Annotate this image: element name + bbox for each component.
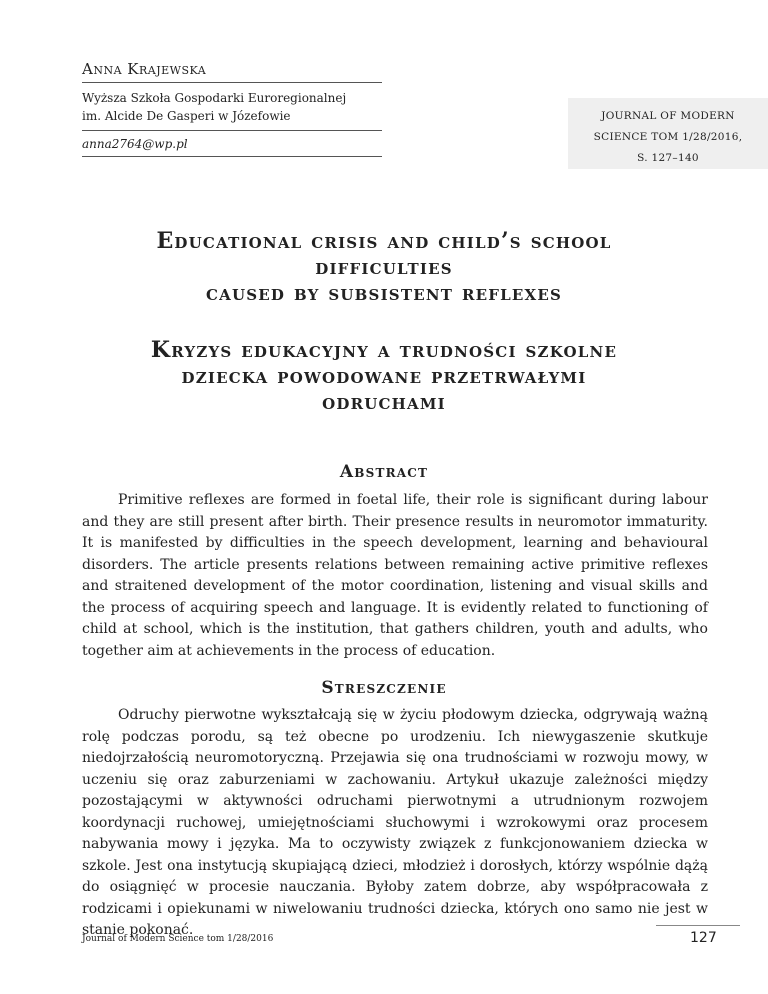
journal-line: JOURNAL OF MODERN	[601, 110, 735, 122]
streszczenie-heading: Streszczenie	[321, 678, 447, 698]
title-line: Kryzys edukacyjny a trudności szkolne	[150, 337, 618, 363]
affiliation-line: Wyższa Szkoła Gospodarki Euroregionalnej	[82, 91, 347, 105]
affiliation-line: im. Alcide De Gasperi w Józefowie	[82, 109, 291, 123]
title-polish	[60, 337, 708, 415]
journal-info-box	[568, 98, 768, 169]
journal-pages: S. 127–140	[637, 152, 699, 164]
footer-divider	[656, 925, 740, 926]
author-name: Anna Krajewska	[82, 60, 382, 83]
title-line: dziecka powodowane przetrwałymi	[181, 363, 587, 389]
abstract-text: Primitive reflexes are formed in foetal life, their role is significant during labour and they are still present after birth. Their presence results in neuromotor immaturity. It is manifested by difficulties in the speech development, learning and behavioural disorders. The article presents relations between remaining active primitive reflexes and straitened development of the motor coordination, listening and visual skills and the process of acquiring speech and language. It is evidently related to functioning of child at school, which is the institution, that gathers children, youth and adults, who together aim at achievements in the process of education.	[82, 492, 708, 659]
title-line: caused by subsistent reflexes	[205, 280, 562, 306]
title-line: difficulties	[315, 254, 453, 280]
title-line: odruchami	[322, 389, 446, 415]
title-english	[60, 228, 708, 306]
streszczenie-text: Odruchy pierwotne wykształcają się w życiu płodowym dziecka, odgrywają ważną rolę podczas porodu, są też obecne po urodzeniu. Ich niewygaszenie skutkuje niedojrzałością neuromotoryczną. Przejawia się ona trudnościami w rozwoju mowy, w uczeniu się oraz zaburzeniami w zachowaniu. Artykuł ukazuje zależności między pozostającymi w aktywności odruchami pierwotnymi a utrudnionym rozwojem koordynacji ruchowej, umiejętnościami słuchowymi i wzrokowymi oraz procesem nabywania mowy i języka. Ma to oczywisty związek z funkcjonowaniem dziecka w szkole. Jest ona instytucją skupiającą dzieci, młodzież i dorosłych, którzy wspólnie dążą do osiągnięć w procesie nauczania. Byłoby zatem dobrze, aby współpracowała z rodzicami i opiekunami w niwelowaniu trudności dziecka, których ono samo nie jest w stanie pokonać.	[82, 707, 708, 938]
footer-journal: Journal of Modern Science tom 1/28/2016	[82, 934, 274, 944]
abstract-heading: Abstract	[339, 462, 429, 482]
page-number: 127	[690, 930, 717, 946]
title-line: Educational crisis and child’s school	[156, 228, 612, 254]
author-affiliation	[82, 83, 382, 131]
journal-line: SCIENCE TOM 1/28/2016,	[593, 131, 743, 143]
author-block	[82, 60, 382, 157]
author-email: anna2764@wp.pl	[82, 131, 382, 157]
